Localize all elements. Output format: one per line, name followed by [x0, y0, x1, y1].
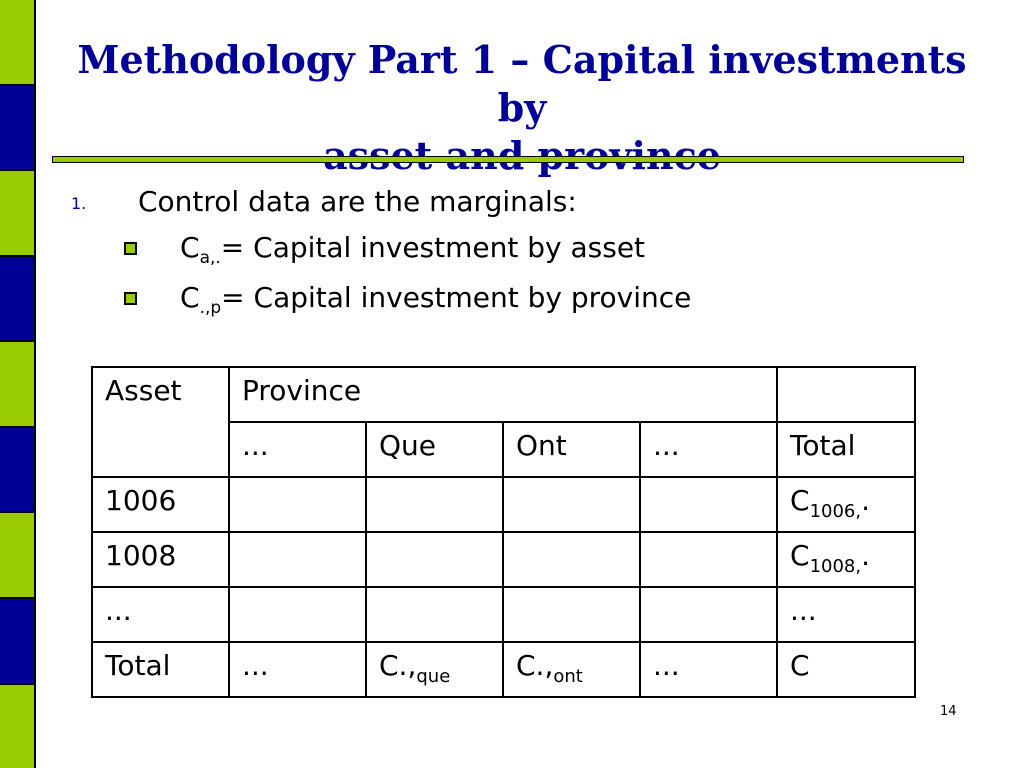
stripe-green: [0, 171, 34, 257]
header-province: Province: [229, 367, 777, 422]
table-cell: [640, 587, 777, 642]
subheader-cell: Total: [777, 422, 915, 477]
stripe-navy: [0, 599, 34, 685]
table-cell: [366, 587, 503, 642]
asset-cell: 1006: [92, 477, 229, 532]
stripe-green: [0, 342, 34, 428]
table-row: [92, 532, 915, 587]
stripe-navy: [0, 428, 34, 514]
total-cell: $C_{1006,}$.: [777, 477, 915, 532]
subheader-cell: ...: [229, 422, 366, 477]
subheader-cell: ...: [640, 422, 777, 477]
subheader-cell: Ont: [503, 422, 640, 477]
bullet-item-1: [68, 182, 968, 228]
header-asset: Asset: [92, 367, 229, 477]
subheader-cell: Que: [366, 422, 503, 477]
stripe-green: [0, 0, 34, 86]
table-cell: [229, 587, 366, 642]
table-cell: [229, 477, 366, 532]
province-total-cell: $C.,_{que}$: [366, 642, 503, 697]
table-cell: [366, 532, 503, 587]
square-bullet-icon: [124, 242, 137, 255]
sub-bullet-text: $C_{.,p}=$ Capital investment by province: [180, 281, 692, 318]
table-cell: [503, 477, 640, 532]
total-label-cell: Total: [92, 642, 229, 697]
stripe-navy: [0, 86, 34, 172]
table-cell: [366, 477, 503, 532]
table-cell: [229, 532, 366, 587]
province-total-cell: $C.,_{ont}$: [503, 642, 640, 697]
grand-total-cell: C: [777, 642, 915, 697]
slide-title-line1: Methodology Part 1 – Capital investments by: [77, 37, 967, 130]
sub-bullet-asset: [68, 228, 968, 278]
bullet-text: Control data are the marginals:: [138, 185, 577, 218]
stripe-green: [0, 685, 34, 768]
stripe-green: [0, 513, 34, 599]
stripe-navy: [0, 257, 34, 343]
asset-cell: 1008: [92, 532, 229, 587]
side-stripe-bar: [0, 0, 36, 768]
bullet-number: 1.: [71, 194, 87, 213]
title-underline-rule: [52, 156, 964, 163]
province-total-cell: ...: [229, 642, 366, 697]
province-total-cell: ...: [640, 642, 777, 697]
table-cell: [640, 532, 777, 587]
table-cell: [503, 532, 640, 587]
table-row: [92, 477, 915, 532]
sub-bullet-text: $C_{a,.}=$ Capital investment by asset: [180, 231, 646, 268]
table-header-row: [92, 367, 915, 422]
marginals-table: [91, 366, 916, 698]
table-cell: [503, 587, 640, 642]
page-number: 14: [940, 704, 957, 719]
asset-cell: ...: [92, 587, 229, 642]
table-total-row: [92, 642, 915, 697]
bullet-list: [68, 182, 968, 328]
table-cell: [640, 477, 777, 532]
sub-bullet-province: [68, 278, 968, 328]
table-row: [92, 587, 915, 642]
total-cell: ...: [777, 587, 915, 642]
header-blank: [777, 367, 915, 422]
square-bullet-icon: [124, 292, 137, 305]
total-cell: $C_{1008,}$.: [777, 532, 915, 587]
